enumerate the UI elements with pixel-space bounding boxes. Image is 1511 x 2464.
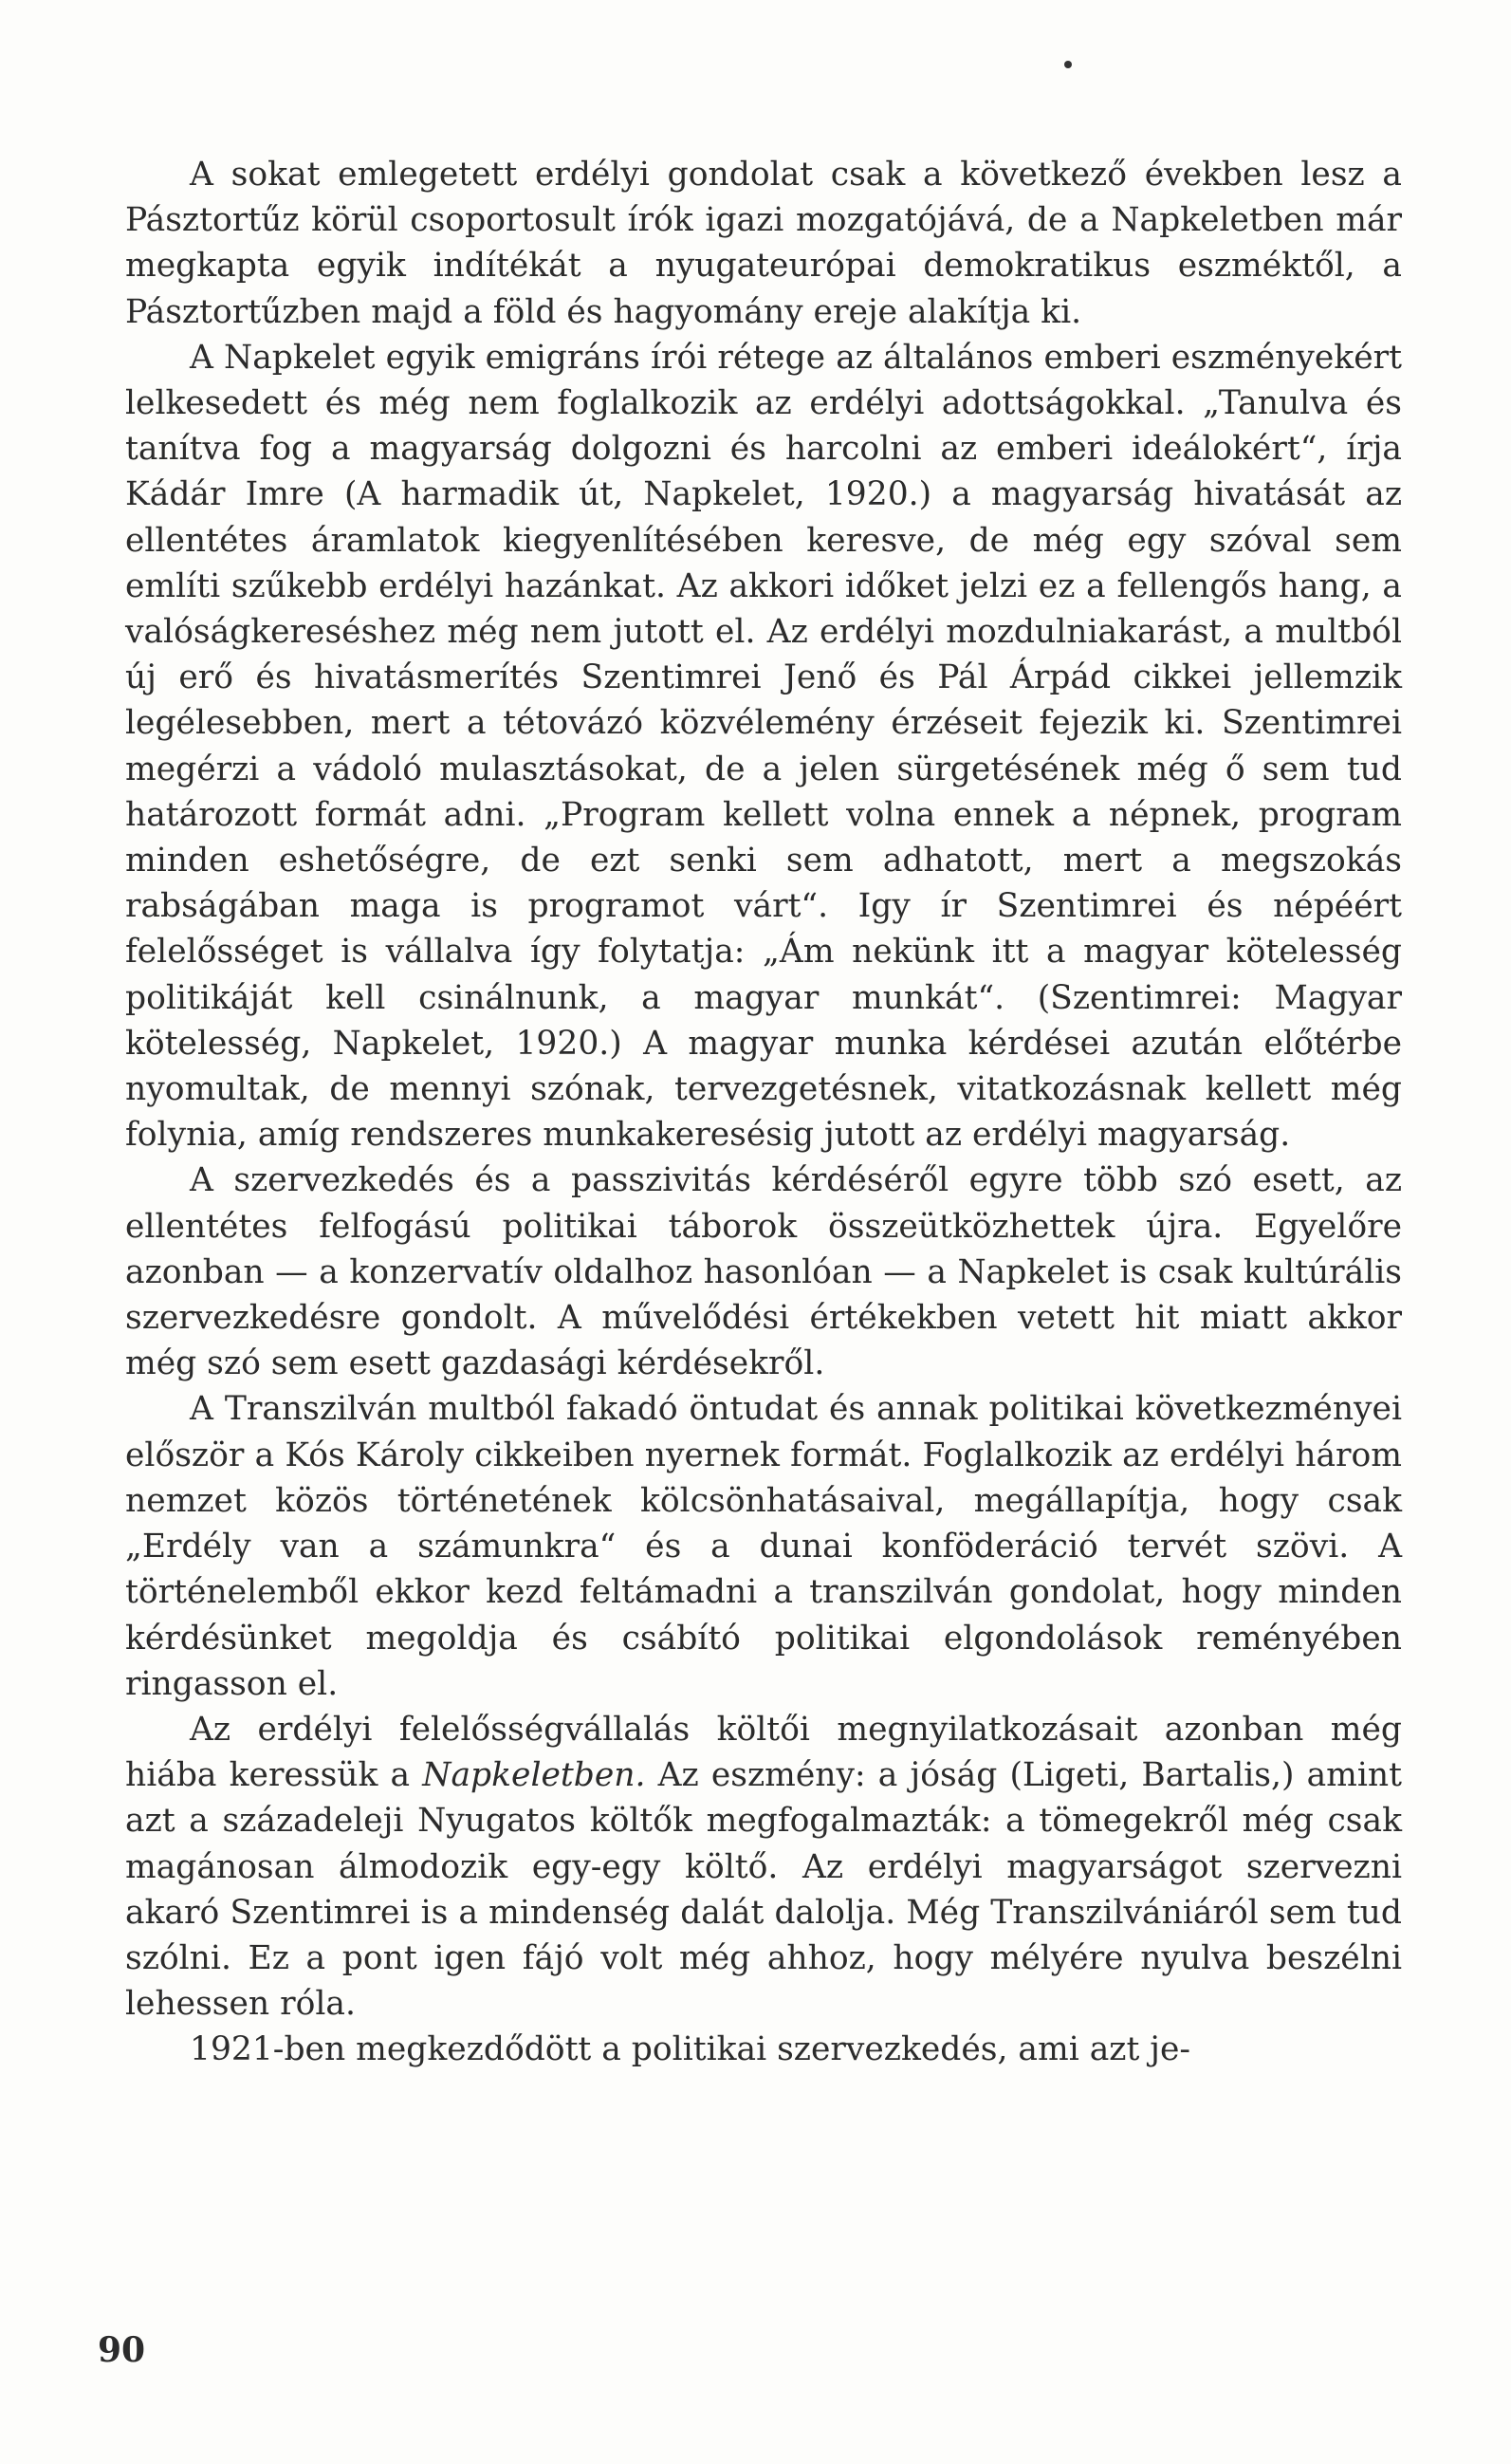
- paragraph-2: A Napkelet egyik emigráns írói rétege az általános emberi eszményekért lelkesedett és még nem foglalkozik az erdélyi adottságokkal. „Tanulva és tanítva fog a magyarság dolgozni és harcolni az emberi ideálokért“, írja Kádár Imre (A harmadik út, Napkelet, 1920.) a magyarság hivatását az ellentétes áramlatok kiegyenlítésében keresve, de még egy szóval sem említi szűkebb erdélyi hazánkat. Az akkori időket jelzi ez a fellengős hang, a valóságkereséshez még nem jutott el. Az erdélyi mozdulniakarást, a multból új erő és hivatásmerítés Szentimrei Jenő és Pál Árpád cikkei jellemzik legélesebben, mert a tétovázó közvélemény érzéseit fejezik ki. Szentimrei megérzi a vádoló mulasztásokat, de a jelen sürgetésének még ő sem tud határozott formát adni. „Program kellett volna ennek a népnek, program minden eshetőségre, de ezt senki sem adhatott, mert a megszokás rabságában maga is programot várt“. Igy ír Szentimrei és népéért felelősséget is vállalva így folytatja: „Ám nekünk itt a magyar kötelesség politikáját kell csinálnunk, a magyar munkát“. (Szentimrei: Magyar kötelesség, Napkelet, 1920.) A magyar munka kérdései azután előtérbe nyomultak, de mennyi szónak, tervezgetésnek, vitatkozásnak kellett még folynia, amíg rendszeres munkakeresésig jutott az erdélyi magyarság.: [125, 338, 1402, 1155]
- print-speck: [1064, 61, 1072, 68]
- page-number: 90: [98, 2330, 146, 2370]
- paragraph-4: A Transzilván multból fakadó öntudat és annak politikai következményei először a Kós Károly cikkeiben nyernek formát. Foglalkozik az erdélyi három nemzet közös történetének kölcsönhatásaival, megállapítja, hogy csak „Erdély van a számunkra“ és a dunai konföderáció tervét szövi. A történelemből ekkor kezd feltámadni a transzilván gondolat, hogy minden kérdésünket megoldja és csábító politikai elgondolások reményében ringasson el.: [125, 1390, 1402, 1703]
- body-text: [125, 152, 1402, 2073]
- paragraph-5-rest: Az eszmény: a jóság (Ligeti, Bartalis,) amint azt a századeleji Nyugatos költők megfogalmazták: a tömegekről még csak magánosan álmodozik egy-egy költő. Az erdélyi magyarságot szervezni akaró Szentimrei is a mindenség dalát dalolja. Még Transzilvániáról sem tud szólni. Ez a pont igen fájó volt még ahhoz, hogy mélyére nyulva beszélni lehessen róla.: [125, 1756, 1402, 2024]
- paragraph-6: 1921-ben megkezdődött a politikai szervezkedés, ami azt je-: [190, 2030, 1191, 2069]
- paragraph-3: A szervezkedés és a passzivitás kérdéséről egyre több szó esett, az ellentétes felfogású politikai táborok összeütközhettek újra. Egyelőre azonban — a konzervatív oldalhoz hasonlóan — a Napkelet is csak kultúrális szervezkedésre gondolt. A művelődési értékekben vetett hit miatt akkor még szó sem esett gazdasági kérdésekről.: [125, 1161, 1402, 1383]
- paragraph-5: [125, 1707, 1402, 2027]
- journal-title: Napkeletben.: [422, 1756, 646, 1795]
- paragraph-1: A sokat emlegetett erdélyi gondolat csak a következő években lesz a Pásztortűz körül csoportosult írók igazi mozgatójává, de a Napkeletben már megkapta egyik indítékát a nyugateurópai demokratikus eszméktől, a Pásztortűzben majd a föld és hagyomány ereje alakítja ki.: [125, 156, 1402, 331]
- paragraph-5-start: Az erdélyi felelősségvállalás költői megnyilatkozásait azonban még hiába keressük a: [125, 1710, 1402, 1795]
